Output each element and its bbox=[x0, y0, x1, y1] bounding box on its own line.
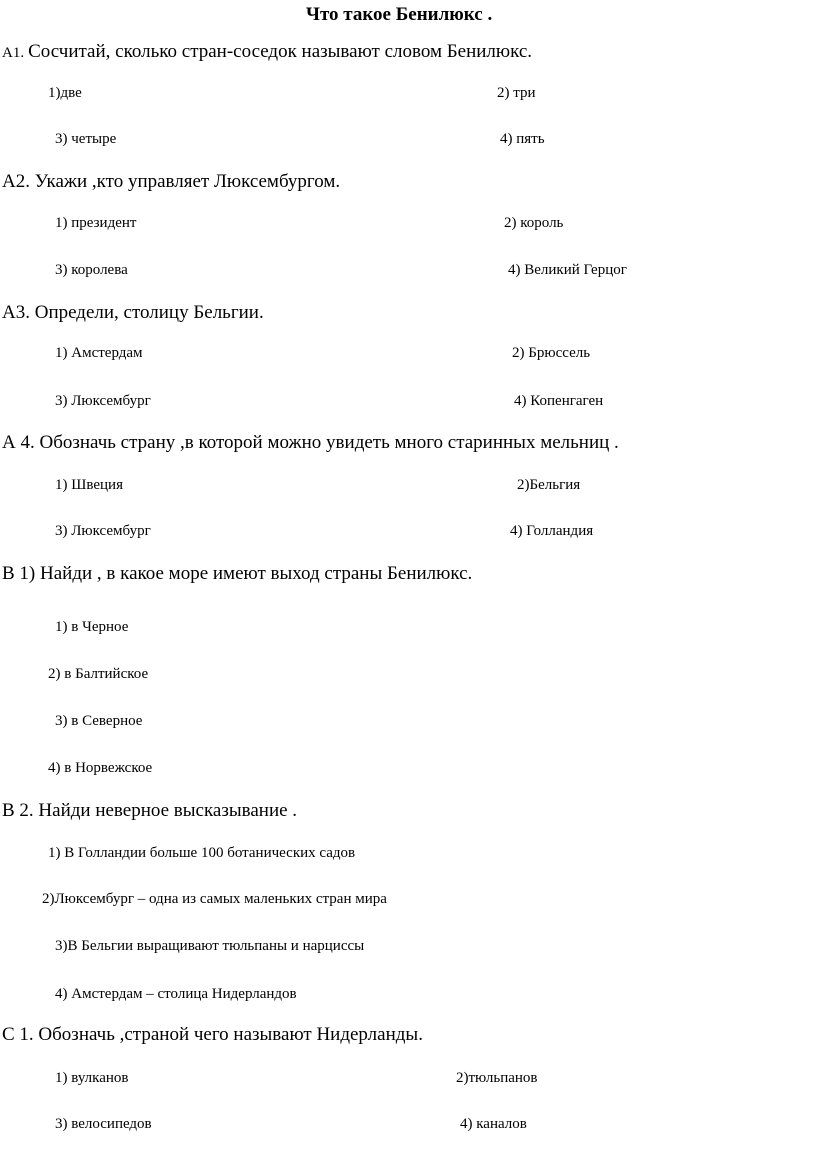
option: 2) в Балтийское bbox=[48, 666, 149, 682]
option: 2) три bbox=[497, 85, 536, 101]
option: 2)Люксембург – одна из самых маленьких стран мира bbox=[42, 891, 387, 907]
option: 1) президент bbox=[55, 215, 137, 231]
question-number: А1. bbox=[2, 45, 25, 61]
option: 4) Копенгаген bbox=[514, 393, 604, 409]
option: 1) Швеция bbox=[55, 477, 123, 493]
option: 2)тюльпанов bbox=[456, 1070, 538, 1086]
question-a4: А 4. Обозначь страну ,в которой можно увидеть много старинных мельниц . bbox=[2, 432, 619, 453]
option: 3) Люксембург bbox=[55, 523, 151, 539]
option: 4) Великий Герцог bbox=[508, 262, 627, 278]
option: 2) король bbox=[504, 215, 564, 231]
question-a2: А2. Укажи ,кто управляет Люксембургом. bbox=[2, 171, 341, 192]
question-b2: В 2. Найди неверное высказывание . bbox=[2, 800, 298, 821]
page-title: Что такое Бенилюкс . bbox=[306, 4, 493, 25]
option: 1) вулканов bbox=[55, 1070, 129, 1086]
option: 2) Брюссель bbox=[512, 345, 591, 361]
option: 3) велосипедов bbox=[55, 1116, 152, 1132]
option: 1) в Черное bbox=[55, 619, 129, 635]
question-a3: А3. Определи, столицу Бельгии. bbox=[2, 302, 264, 323]
option: 1) В Голландии больше 100 ботанических садов bbox=[48, 845, 356, 861]
option: 1)две bbox=[48, 85, 82, 101]
option: 4) пять bbox=[500, 131, 545, 147]
option: 1) Амстердам bbox=[55, 345, 143, 361]
question-text: Сосчитай, сколько стран-соседок называют словом Бенилюкс. bbox=[28, 41, 533, 62]
question-c1: С 1. Обозначь ,страной чего называют Нидерланды. bbox=[2, 1024, 423, 1045]
option: 4) каналов bbox=[460, 1116, 527, 1132]
option: 2)Бельгия bbox=[517, 477, 581, 493]
option: 4) в Норвежское bbox=[48, 760, 153, 776]
question-a1 bbox=[2, 42, 532, 61]
option: 3) Люксембург bbox=[55, 393, 151, 409]
question-b1: В 1) Найди , в какое море имеют выход страны Бенилюкс. bbox=[2, 563, 473, 584]
option: 3) королева bbox=[55, 262, 128, 278]
option: 4) Амстердам – столица Нидерландов bbox=[55, 986, 297, 1002]
option: 3) в Северное bbox=[55, 713, 143, 729]
option: 3) четыре bbox=[55, 131, 117, 147]
option: 4) Голландия bbox=[510, 523, 594, 539]
option: 3)В Бельгии выращивают тюльпаны и нарциссы bbox=[55, 938, 365, 954]
